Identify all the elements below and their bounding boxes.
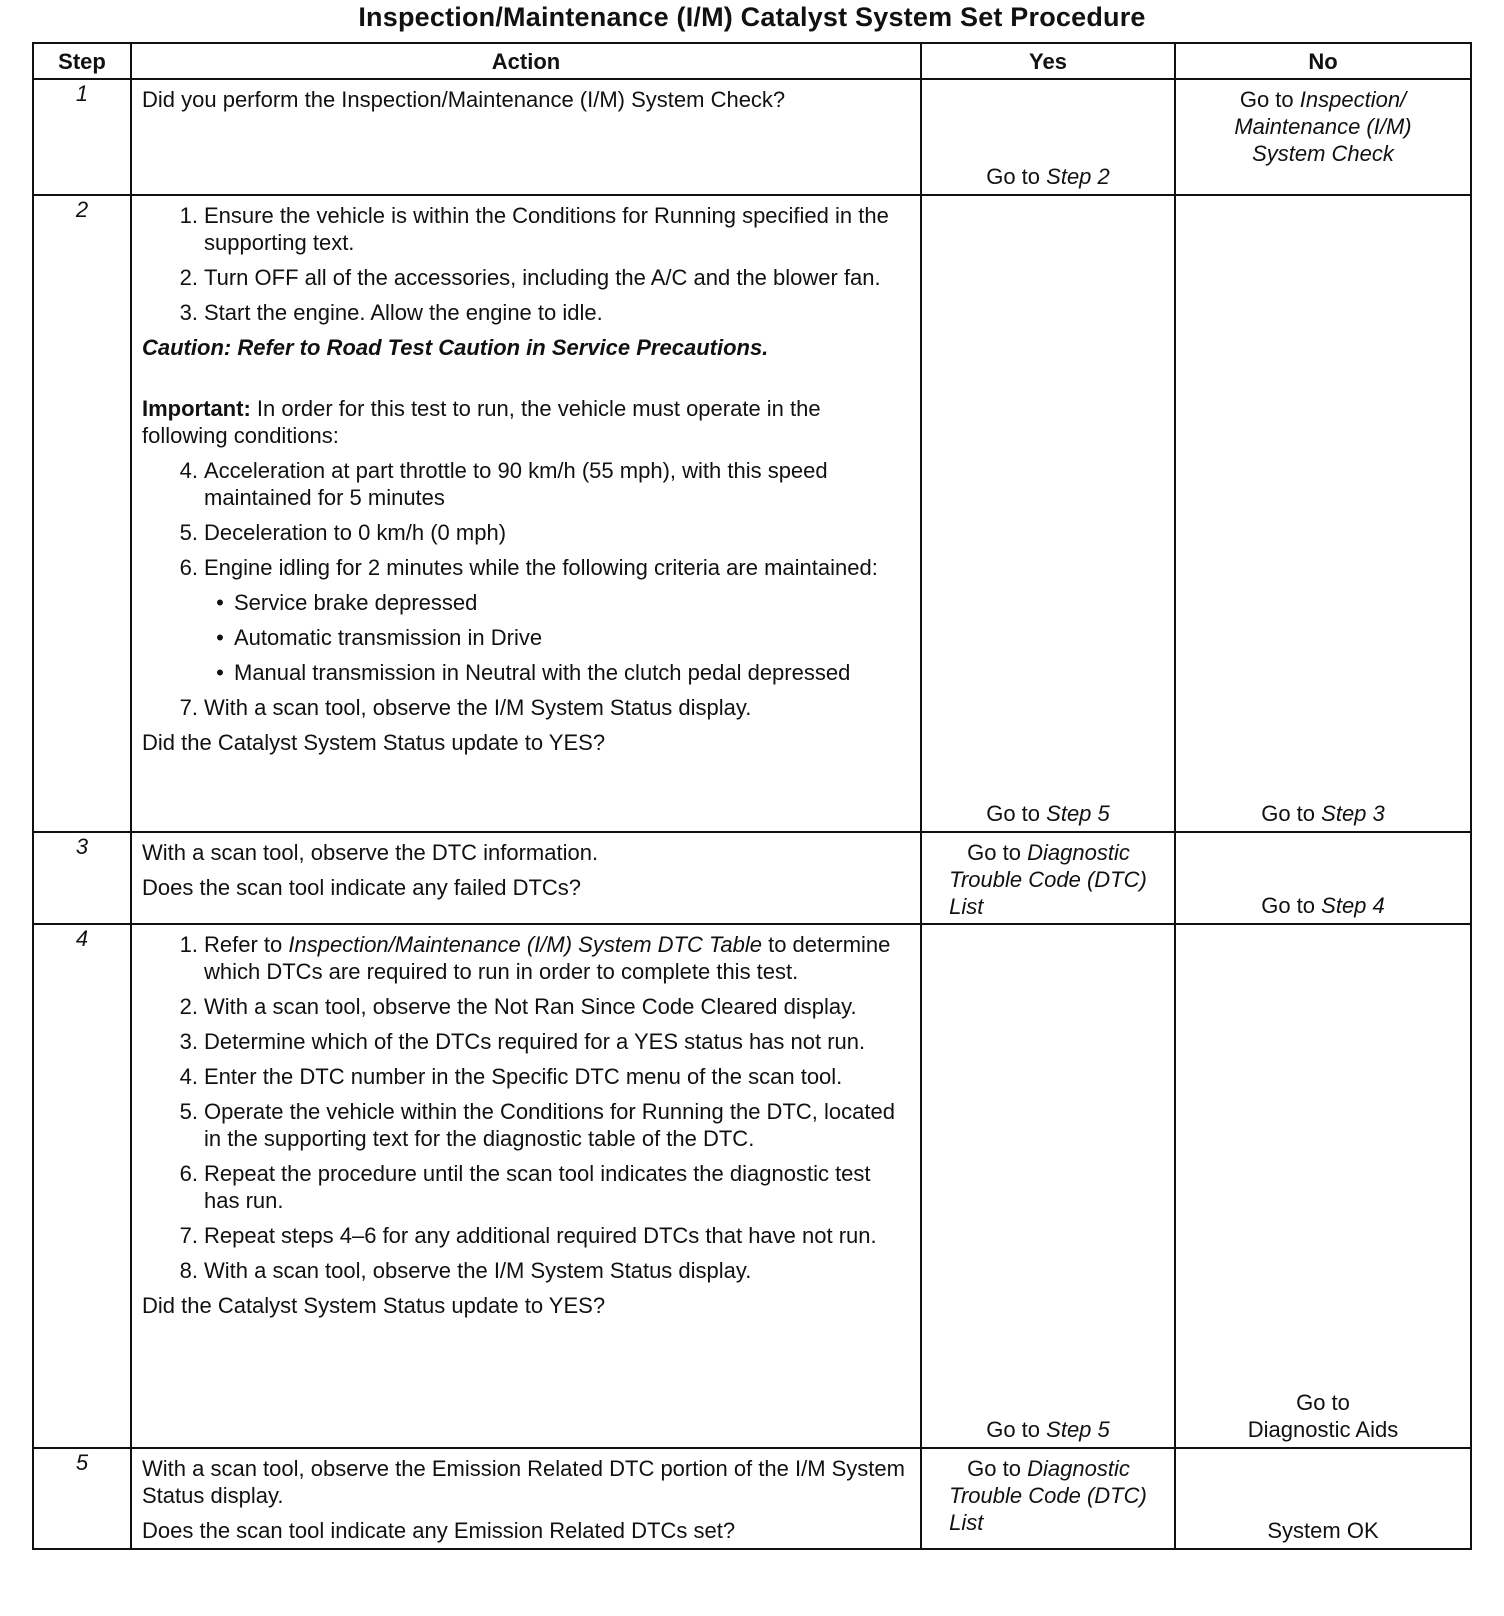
list-number: 8. [179, 1258, 198, 1283]
action-cell [131, 79, 921, 195]
yes-link-line-1[interactable]: Diagnostic [1027, 840, 1130, 865]
yes-prefix: Go to [967, 1456, 1021, 1481]
list-text: Determine which of the DTCs required for a YES status has not run. [204, 1029, 866, 1054]
bullet-icon: • [216, 660, 224, 685]
list-text: Deceleration to 0 km/h (0 mph) [204, 520, 507, 545]
list-text: With a scan tool, observe the Not Ran Since Code Cleared display. [204, 994, 857, 1019]
no-prefix: Go to [1261, 893, 1316, 918]
table-row-step-1 [33, 79, 1471, 195]
no-result [1176, 1517, 1470, 1544]
no-cell [1175, 79, 1471, 195]
no-cell [1175, 1448, 1471, 1549]
yes-link-line-3[interactable]: List [949, 894, 984, 919]
list-text-pre: Refer to [204, 932, 289, 957]
no-link-line-3[interactable]: System Check [1252, 141, 1394, 166]
no-cell [1175, 195, 1471, 832]
table-row-step-4 [33, 924, 1471, 1448]
yes-prefix: Go to [986, 1417, 1041, 1442]
list-text: Acceleration at part throttle to 90 km/h (55 mph), with this speed maintained for 5 minutes [204, 458, 828, 510]
no-cell [1175, 832, 1471, 924]
list-text-post: to determine which DTCs are required to run in order to complete this test. [204, 932, 891, 984]
list-text: Repeat the procedure until the scan tool indicates the diagnostic test has run. [204, 1161, 871, 1213]
list-text: With a scan tool, observe the I/M System Status display. [204, 1258, 752, 1283]
no-link-line-1[interactable]: Inspection/ [1299, 87, 1407, 112]
list-number: 3. [179, 300, 198, 325]
list-item [142, 1222, 912, 1249]
list-number: 6. [179, 555, 198, 580]
list-text: Operate the vehicle within the Conditions for Running the DTC, located in the supporting text for the diagnostic table of the DTC. [204, 1099, 895, 1151]
header-no: No [1175, 43, 1471, 79]
table-row-step-5 [33, 1448, 1471, 1549]
list-text: With a scan tool, observe the I/M System Status display. [204, 695, 752, 720]
list-number: 4. [179, 458, 198, 483]
no-line-2[interactable]: Diagnostic Aids [1247, 1417, 1399, 1442]
header-step: Step [33, 43, 131, 79]
list-number: 2. [179, 994, 198, 1019]
yes-prefix: Go to [967, 840, 1021, 865]
list-number: 1. [179, 203, 198, 228]
yes-cell [921, 79, 1175, 195]
list-number: 4. [179, 1064, 198, 1089]
yes-link[interactable]: Step 5 [1046, 801, 1110, 826]
yes-result[interactable] [922, 1449, 1174, 1536]
list-item [142, 1098, 912, 1152]
no-result[interactable] [1176, 800, 1470, 827]
caution-note: Caution: Refer to Road Test Caution in Service Precautions. [142, 335, 769, 360]
list-item [142, 993, 912, 1020]
list-item [142, 1028, 912, 1055]
action-question: Did the Catalyst System Status update to YES? [142, 730, 606, 755]
list-text: Repeat steps 4–6 for any additional required DTCs that have not run. [204, 1223, 877, 1248]
bullet-item [142, 659, 912, 686]
bullet-icon: • [216, 625, 224, 650]
bullet-text: Automatic transmission in Drive [234, 625, 543, 650]
yes-prefix: Go to [986, 801, 1041, 826]
list-item [142, 931, 912, 985]
no-result[interactable] [1176, 80, 1470, 167]
list-item [142, 202, 912, 256]
important-text: In order for this test to run, the vehicle must operate in the following conditions: [142, 396, 821, 448]
list-number: 3. [179, 1029, 198, 1054]
no-result[interactable] [1176, 1389, 1470, 1443]
no-line-1: Go to [1296, 1390, 1350, 1415]
step-number: 4 [33, 924, 131, 1448]
no-result[interactable] [1176, 892, 1470, 919]
action-cell [131, 832, 921, 924]
list-number: 2. [179, 265, 198, 290]
step-number: 5 [33, 1448, 131, 1549]
header-row [33, 43, 1471, 79]
yes-cell [921, 1448, 1175, 1549]
bullet-item [142, 624, 912, 651]
list-number: 6. [179, 1161, 198, 1186]
list-text [204, 931, 912, 985]
no-text: System OK [1267, 1518, 1379, 1543]
action-question: Does the scan tool indicate any failed DTCs? [142, 875, 582, 900]
yes-link-line-3[interactable]: List [949, 1510, 984, 1535]
page-title: Inspection/Maintenance (I/M) Catalyst System Set Procedure [358, 2, 1146, 32]
list-number: 7. [179, 1223, 198, 1248]
step-number: 3 [33, 832, 131, 924]
important-note [142, 395, 912, 449]
bullet-text: Service brake depressed [234, 590, 478, 615]
list-item [142, 519, 912, 546]
step-number: 1 [33, 79, 131, 195]
no-cell [1175, 924, 1471, 1448]
yes-prefix: Go to [986, 164, 1041, 189]
action-cell [131, 1448, 921, 1549]
table-row-step-2 [33, 195, 1471, 832]
list-text: Engine idling for 2 minutes while the following criteria are maintained: [204, 555, 878, 580]
action-cell [131, 924, 921, 1448]
list-text: Start the engine. Allow the engine to idle. [204, 300, 603, 325]
no-link-line-2[interactable]: Maintenance (I/M) [1234, 114, 1412, 139]
yes-result[interactable] [922, 1416, 1174, 1443]
yes-link[interactable]: Step 5 [1046, 1417, 1110, 1442]
yes-link-line-1[interactable]: Diagnostic [1027, 1456, 1130, 1481]
no-prefix: Go to [1261, 801, 1316, 826]
action-question: Did the Catalyst System Status update to YES? [142, 1293, 606, 1318]
header-action: Action [131, 43, 921, 79]
list-item [142, 299, 912, 326]
dtc-table-link[interactable]: Inspection/Maintenance (I/M) System DTC Table [288, 932, 762, 957]
list-number: 5. [179, 520, 198, 545]
action-question: Does the scan tool indicate any Emission Related DTCs set? [142, 1518, 736, 1543]
list-item [142, 1063, 912, 1090]
bullet-item [142, 589, 912, 616]
action-text: With a scan tool, observe the DTC information. [142, 840, 599, 865]
action-text: With a scan tool, observe the Emission Related DTC portion of the I/M System Status display. [142, 1456, 905, 1508]
list-text: Turn OFF all of the accessories, including the A/C and the blower fan. [204, 265, 881, 290]
yes-link-line-2[interactable]: Trouble Code (DTC) [949, 867, 1147, 892]
yes-link[interactable]: Step 2 [1046, 164, 1110, 189]
no-link[interactable]: Step 3 [1321, 801, 1385, 826]
list-text: Ensure the vehicle is within the Conditions for Running specified in the supporting text. [204, 203, 889, 255]
no-prefix: Go to [1239, 87, 1294, 112]
list-item [142, 1257, 912, 1284]
yes-result[interactable] [922, 163, 1174, 190]
action-question: Did you perform the Inspection/Maintenance (I/M) System Check? [142, 87, 786, 112]
action-cell [131, 195, 921, 832]
bullet-icon: • [216, 590, 224, 615]
list-number: 5. [179, 1099, 198, 1124]
list-item [142, 1160, 912, 1214]
yes-dtc-block [949, 1455, 1147, 1536]
yes-cell [921, 924, 1175, 1448]
header-yes: Yes [921, 43, 1175, 79]
yes-dtc-block [949, 839, 1147, 920]
yes-result[interactable] [922, 833, 1174, 920]
list-number: 7. [179, 695, 198, 720]
yes-link-line-2[interactable]: Trouble Code (DTC) [949, 1483, 1147, 1508]
procedure-table [32, 42, 1472, 1550]
list-number: 1. [179, 932, 198, 957]
yes-cell [921, 195, 1175, 832]
yes-result[interactable] [922, 800, 1174, 827]
list-item [142, 554, 912, 581]
list-text: Enter the DTC number in the Specific DTC menu of the scan tool. [204, 1064, 843, 1089]
yes-cell [921, 832, 1175, 924]
no-link[interactable]: Step 4 [1321, 893, 1385, 918]
list-item [142, 457, 912, 511]
step-number: 2 [33, 195, 131, 832]
important-label: Important: [142, 396, 251, 421]
list-item [142, 264, 912, 291]
bullet-text: Manual transmission in Neutral with the clutch pedal depressed [234, 660, 851, 685]
table-row-step-3 [33, 832, 1471, 924]
list-item [142, 694, 912, 721]
